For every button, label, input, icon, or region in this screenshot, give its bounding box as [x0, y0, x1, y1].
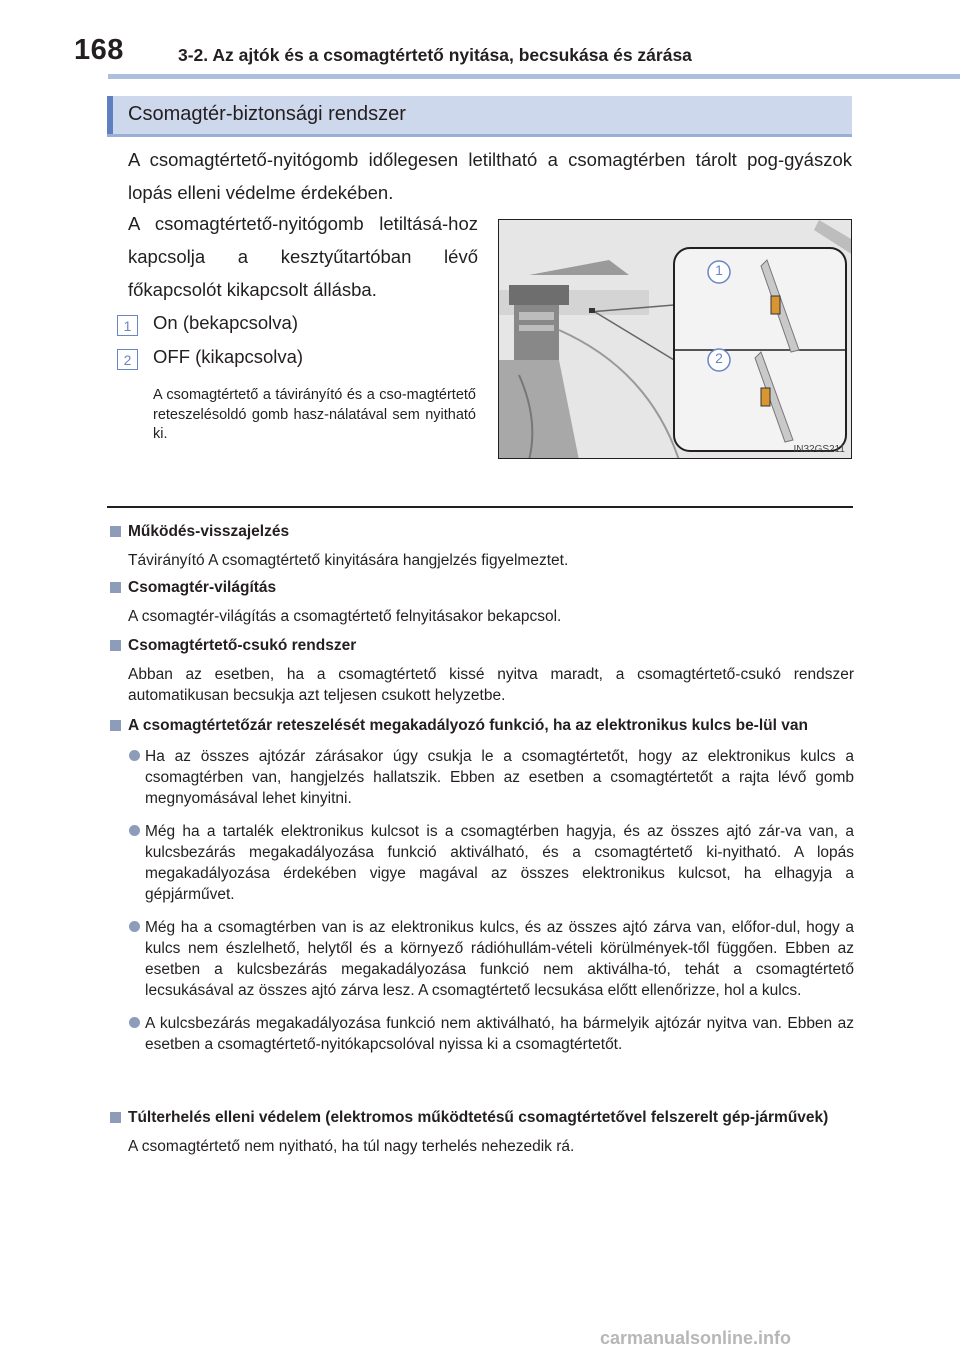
callout-2: 2	[715, 350, 723, 366]
bullet-text: Még ha a csomagtérben van is az elektronikus kulcs, és az összes ajtó zárva van, előfor-dul, hogy a kulcs nem észlelhető, helytől és a környező rádióhullám-vételi körülmények-től függően. Ebben az esetben a kulcsbezárás megakadályozása funkció nem aktiválha-tó, tehát a csomagtértető lecsukásával az összes ajtó zárva lesz. A csomagtértető lecsukása előtt ellenőrizze, hol a kulcs.	[145, 919, 854, 999]
subsection-overload-protection	[107, 1108, 854, 1157]
callout-1: 1	[715, 262, 723, 278]
subsection-heading: Túlterhelés elleni védelem (elektromos működtetésű csomagtértetővel felszerelt gép-járművek)	[128, 1109, 829, 1126]
subsection-text: A csomagtértető nem nyitható, ha túl nagy terhelés nehezedik rá.	[128, 1138, 575, 1155]
item-number-1: 1	[117, 315, 138, 336]
square-bullet-icon	[110, 640, 121, 651]
item-on-label: On (bekapcsolva)	[153, 312, 298, 333]
dashboard-illustration	[499, 220, 852, 459]
subsection-text: Abban az esetben, ha a csomagtértető kissé nyitva maradt, a csomagtértető-csukó rendszer automatikusan becsukja azt teljesen csukott helyzetbe.	[128, 666, 854, 704]
subsection-trunk-light	[107, 578, 854, 627]
chapter-title: 3-2. Az ajtók és a csomagtértető nyitása, becsukása és zárása	[178, 45, 692, 65]
subsection-lockout-prevention	[107, 716, 854, 1055]
subsection-closer-system	[107, 636, 854, 706]
bullet-item	[107, 917, 854, 1001]
bullet-text: Még ha a tartalék elektronikus kulcsot is a csomagtérben hagyja, és az összes ajtó zár-va van, a kulcsbezárás megakadályozása funkció aktiválható, és a csomagtértető ki-nyitható. A lopás megakadályozása érdekében vigye magával az összes elektronikus kulcsot, ha elhagyja a gépjárművet.	[145, 823, 854, 903]
subsection-heading: Csomagtér-világítás	[128, 579, 277, 596]
bullet-text: A kulcsbezárás megakadályozása funkció nem aktiválható, ha bármelyik ajtózár nyitva van. Ebben az esetben a csomagtértető-nyitókapcsolóval nyissa ki a csomagtértetőt.	[145, 1015, 854, 1053]
item-off-label: OFF (kikapcsolva)	[153, 346, 304, 367]
item-number-2: 2	[117, 349, 138, 370]
subsection-heading: Működés-visszajelzés	[128, 523, 290, 540]
page-header	[0, 0, 960, 80]
square-bullet-icon	[110, 1112, 121, 1123]
subsection-operation-signal	[107, 522, 854, 571]
square-bullet-icon	[110, 526, 121, 537]
round-bullet-icon	[129, 921, 140, 932]
bullet-item	[107, 746, 854, 809]
round-bullet-icon	[129, 825, 140, 836]
instruction-paragraph: A csomagtértető-nyitógomb letiltásá-hoz kapcsolja a kesztyűtartóban lévő főkapcsolót kikapcsolt állásba.	[128, 213, 478, 300]
bullet-item	[107, 1013, 854, 1055]
note-paragraph: A csomagtértető a távirányító és a cso-magtértető reteszelésoldó gomb hasz-nálatával sem nyitható ki.	[153, 387, 476, 442]
bullet-item	[107, 821, 854, 905]
section-accent	[107, 96, 113, 134]
glovebox-figure	[498, 219, 852, 459]
square-bullet-icon	[110, 720, 121, 731]
section-divider	[107, 506, 853, 508]
figure-code: IN32GS211	[793, 444, 845, 455]
round-bullet-icon	[129, 750, 140, 761]
watermark: carmanualsonline.info	[600, 1328, 792, 1348]
section-title-bar	[107, 96, 852, 137]
round-bullet-icon	[129, 1017, 140, 1028]
header-rule	[108, 74, 960, 79]
page-number: 168	[74, 34, 124, 66]
bullet-text: Ha az összes ajtózár zárásakor úgy csukja le a csomagtértetőt, hogy az elektronikus kulcs a csomagtérben van, hangjelzés hallatszik. Ebben az esetben a csomagtértetőt a rajta lévő gomb megnyomásával lehet kinyitni.	[145, 748, 854, 807]
subsection-heading: A csomagtértetőzár reteszelését megakadályozó funkció, ha az elektronikus kulcs be-lül van	[128, 717, 808, 734]
intro-paragraph: A csomagtértető-nyitógomb időlegesen letiltható a csomagtérben tárolt pog-gyászok lopás elleni védelme érdekében.	[128, 149, 852, 203]
subsection-text: A csomagtér-világítás a csomagtértető felnyitásakor bekapcsol.	[128, 608, 562, 625]
square-bullet-icon	[110, 582, 121, 593]
subsection-heading: Csomagtértető-csukó rendszer	[128, 637, 357, 654]
subsection-text: Távirányító A csomagtértető kinyitására hangjelzés figyelmeztet.	[128, 552, 569, 569]
section-title: Csomagtér-biztonsági rendszer	[128, 103, 406, 125]
